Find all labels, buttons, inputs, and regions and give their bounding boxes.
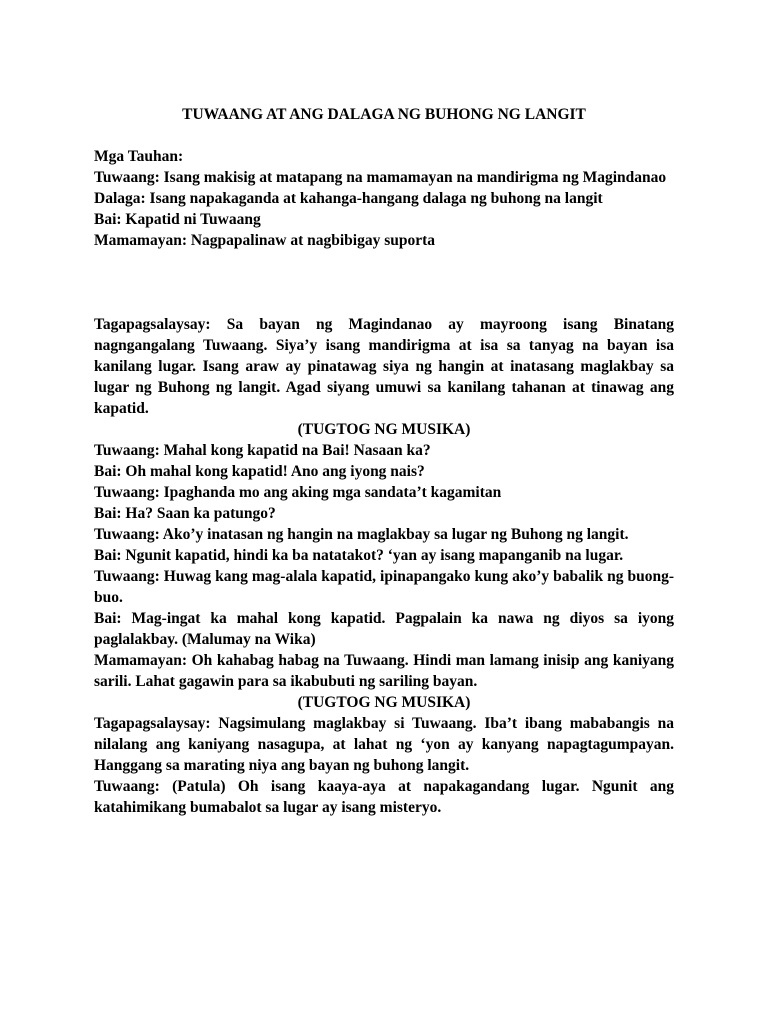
narration-paragraph: Tagapagsalaysay: Sa bayan ng Magindanao ay mayroong isang Binatang nagngangalang Tuwaang. Siya’y isang mandirigma at isa sa tanyag na bayan isa kanilang lugar. Isang araw ay pinatawag siya ng hangin at inatasang maglakbay sa lugar ng Buhong ng langit. Agad siyang umuwi sa kanilang tahanan at tinawag ang kapatid. xyxy=(94,316,674,417)
stage-direction: (TUGTOG NG MUSIKA) xyxy=(297,421,471,438)
dialogue-line: Tuwaang: (Patula) Oh isang kaaya-aya at napakagandang lugar. Ngunit ang katahimikang bumabalot sa lugar ay isang misteryo. xyxy=(94,778,674,816)
cast-heading: Mga Tauhan: xyxy=(94,148,184,165)
dialogue-line: Bai: Ngunit kapatid, hindi ka ba natatakot? ‘yan ay isang mapanganib na lugar. xyxy=(94,547,624,564)
dialogue-line: Tuwaang: Ako’y inatasan ng hangin na maglakbay sa lugar ng Buhong ng langit. xyxy=(94,526,629,543)
document-title: TUWAANG AT ANG DALAGA NG BUHONG NG LANGIT xyxy=(182,106,586,123)
script-body xyxy=(94,314,674,818)
dialogue-line: Mamamayan: Oh kahabag habag na Tuwaang. Hindi man lamang inisip ang kaniyang sarili. Lahat gagawin para sa ikabubuti ng sariling bayan. xyxy=(94,652,674,690)
cast-entry: Dalaga: Isang napakaganda at kahanga-hangang dalaga ng buhong na langit xyxy=(94,190,603,207)
dialogue-line: Bai: Ha? Saan ka patungo? xyxy=(94,505,276,522)
stage-direction: (TUGTOG NG MUSIKA) xyxy=(297,694,471,711)
dialogue-line: Bai: Mag-ingat ka mahal kong kapatid. Pagpalain ka nawa ng diyos sa iyong paglalakbay. (Malumay na Wika) xyxy=(94,610,674,648)
dialogue-line: Bai: Oh mahal kong kapatid! Ano ang iyong nais? xyxy=(94,463,425,480)
cast-entry: Mamamayan: Nagpapalinaw at nagbibigay suporta xyxy=(94,232,436,249)
dialogue-line: Tuwaang: Huwag kang mag-alala kapatid, ipinapangako kung ako’y babalik ng buong-buo. xyxy=(94,568,674,606)
cast-entry: Tuwaang: Isang makisig at matapang na mamamayan na mandirigma ng Magindanao xyxy=(94,169,667,186)
cast-entry: Bai: Kapatid ni Tuwaang xyxy=(94,211,261,228)
cast-list xyxy=(94,146,674,251)
dialogue-line: Tuwaang: Mahal kong kapatid na Bai! Nasaan ka? xyxy=(94,442,431,459)
dialogue-line: Tuwaang: Ipaghanda mo ang aking mga sandata’t kagamitan xyxy=(94,484,502,501)
narration-paragraph: Tagapagsalaysay: Nagsimulang maglakbay si Tuwaang. Iba’t ibang mababangis na nilalang ang kaniyang nasagupa, at lahat ng ‘yon ay kanyang napagtagumpayan. Hanggang sa marating niya ang bayan ng buhong langit. xyxy=(94,715,674,774)
